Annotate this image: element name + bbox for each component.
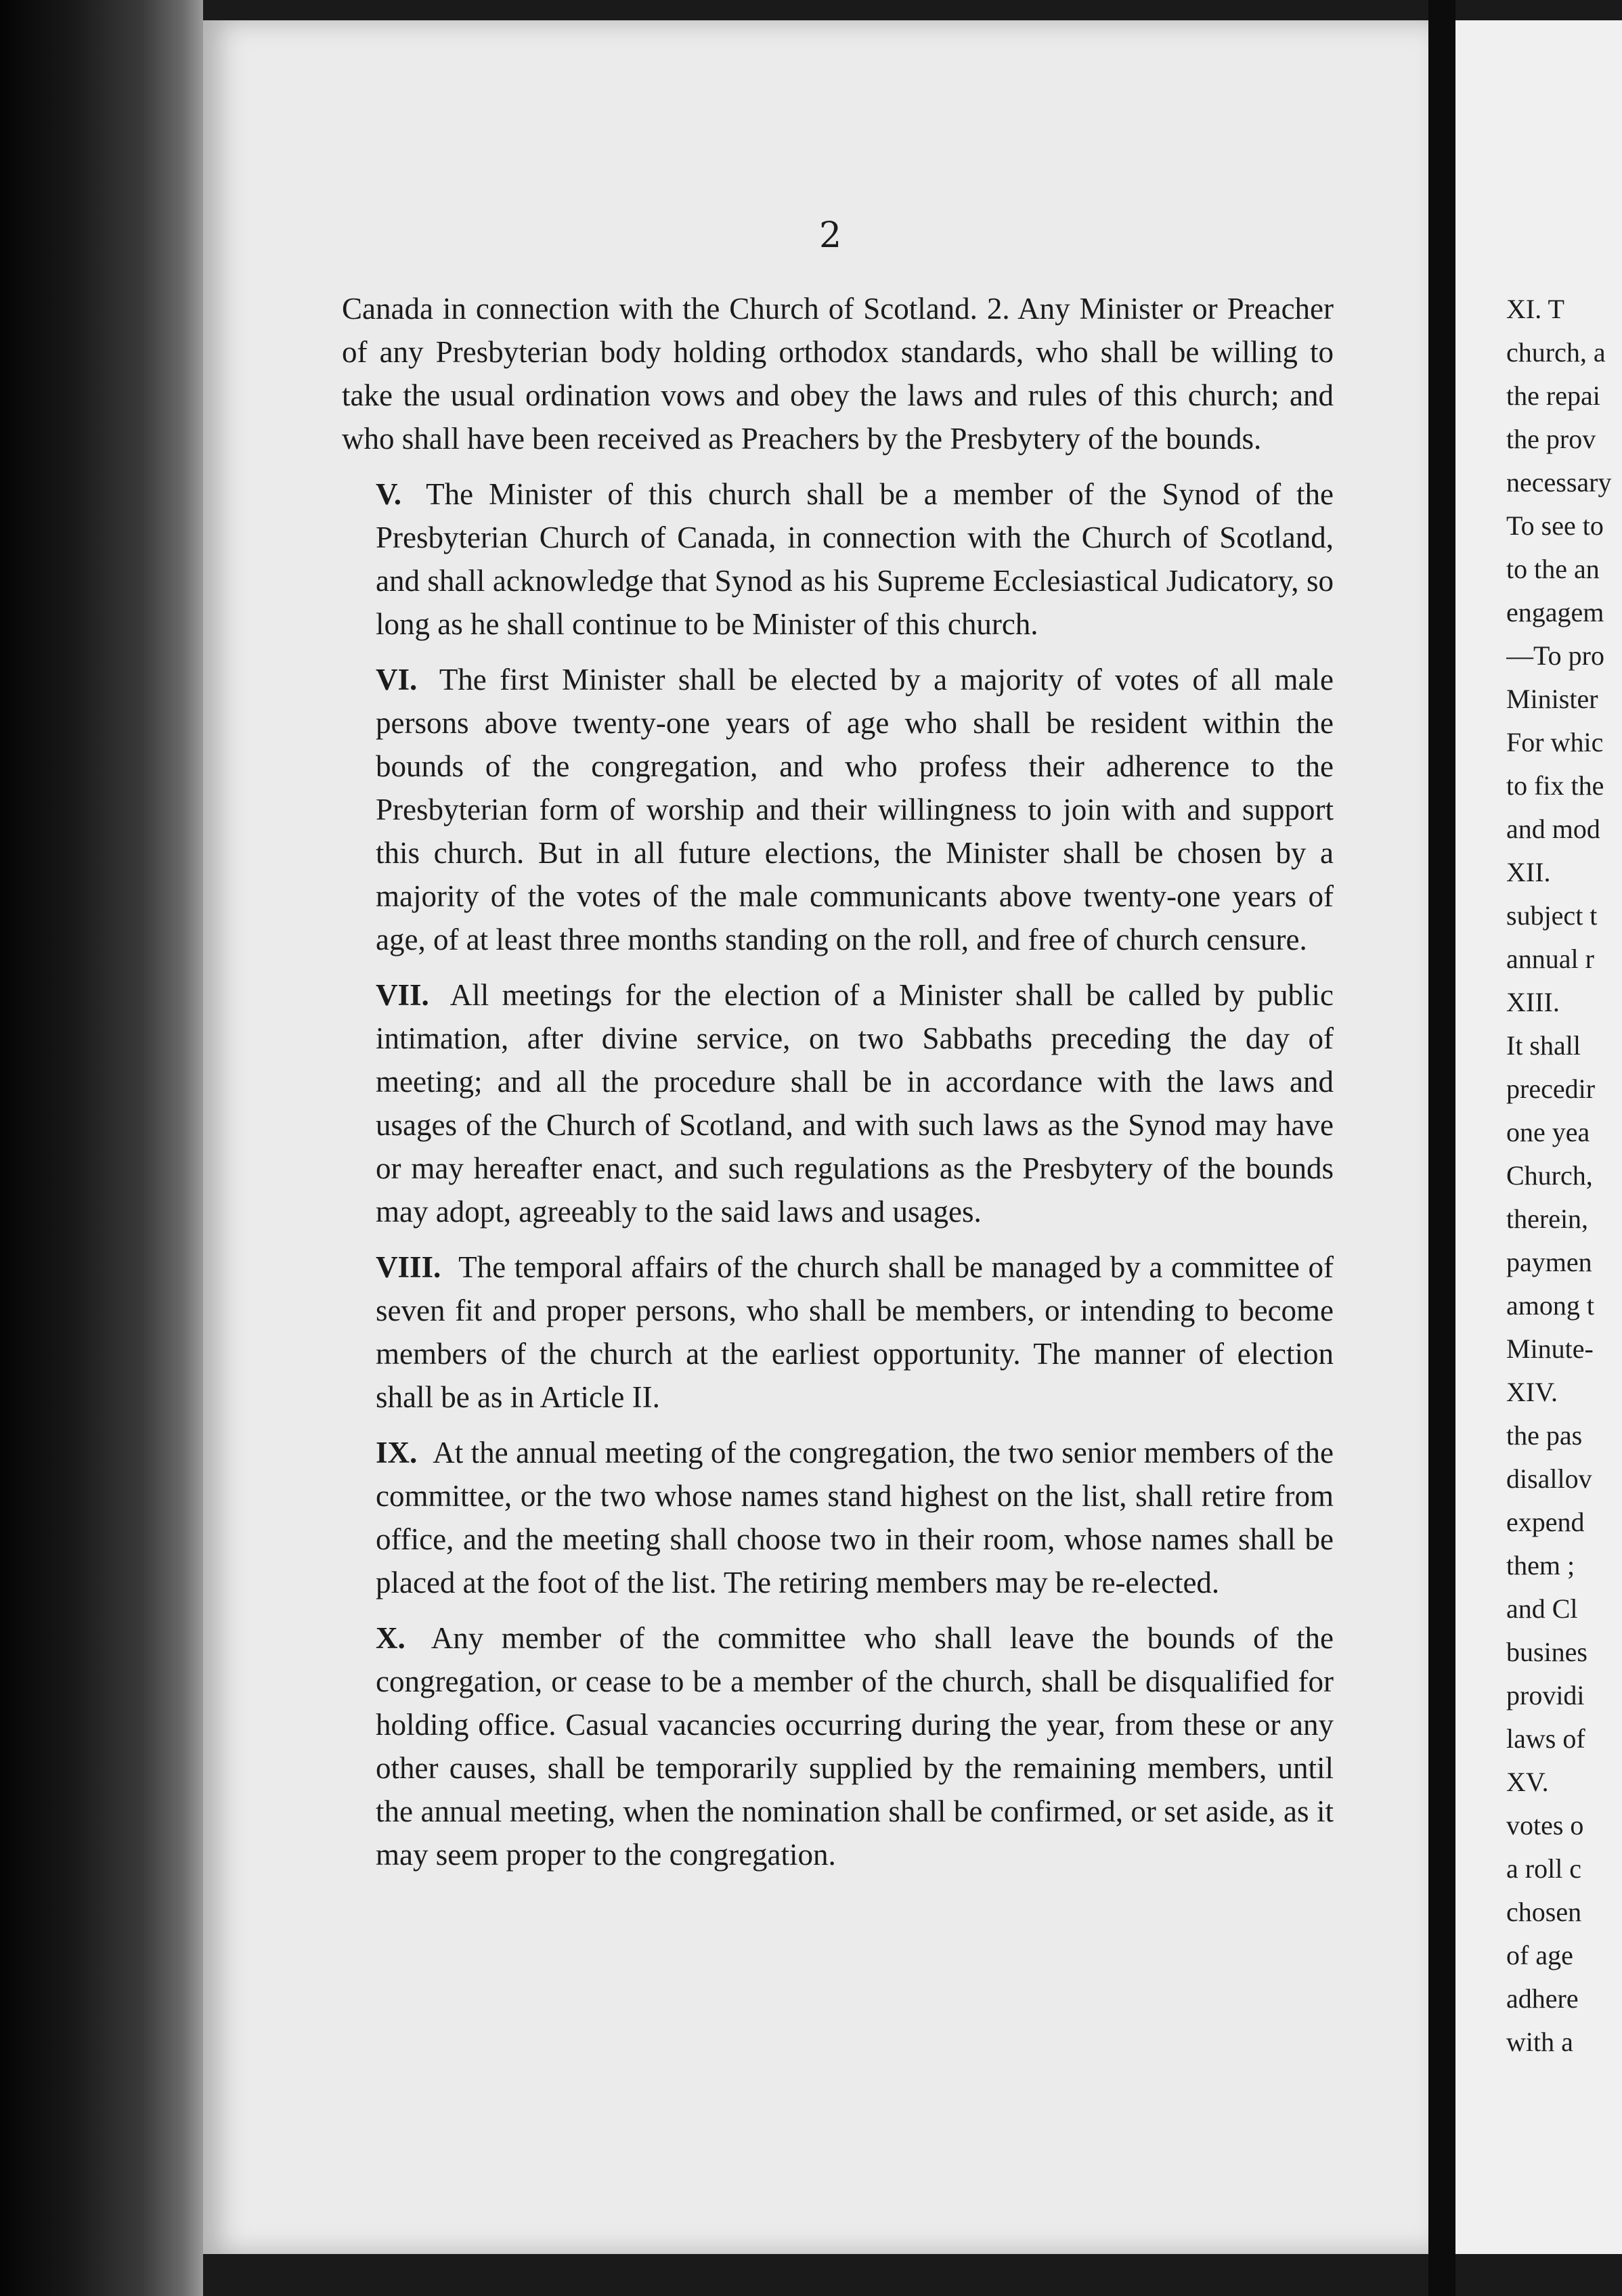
facing-page-line: adhere bbox=[1506, 1983, 1579, 2014]
facing-page-line: For whic bbox=[1506, 727, 1604, 757]
article-number: X. bbox=[376, 1621, 406, 1655]
article-number: VIII. bbox=[376, 1250, 441, 1284]
facing-page-line: them ; bbox=[1506, 1550, 1575, 1581]
facing-page-line: It shall bbox=[1506, 1030, 1581, 1061]
facing-page-line: engagem bbox=[1506, 597, 1604, 627]
facing-page-line: laws of bbox=[1506, 1723, 1585, 1754]
facing-page-line: busines bbox=[1506, 1637, 1587, 1667]
facing-page-line: Church, bbox=[1506, 1160, 1593, 1191]
facing-page-line: and Cl bbox=[1506, 1593, 1578, 1624]
facing-page-line: chosen bbox=[1506, 1897, 1582, 1927]
article-text: The Minister of this church shall be a member of the Synod of the Presbyterian Church of Canada, in connection with the Church of Scotland, and shall acknowledge that Synod as his Supreme Ecclesiastical Judicatory, so long as he shall continue to be Minister of this church. bbox=[376, 477, 1334, 641]
article-text: All meetings for the election of a Minister shall be called by public intimation, after divine service, on two Sabbaths preceding the day of meeting; and all the procedure shall be in accordance with the laws and usages of the Church of Scotland, and with such laws as the Synod may have or may hereafter enact, and such regulations as the Presbytery of the bounds may adopt, agreeably to the said laws and usages. bbox=[376, 978, 1334, 1229]
facing-page-line: XII. bbox=[1506, 857, 1551, 887]
facing-page-line: Minister bbox=[1506, 684, 1598, 714]
article-9 bbox=[342, 1431, 1334, 1604]
facing-page-line: Minute- bbox=[1506, 1333, 1594, 1364]
article-10 bbox=[342, 1616, 1334, 1876]
facing-page-line: to fix the bbox=[1506, 770, 1604, 801]
article-7 bbox=[342, 973, 1334, 1233]
article-text: Any member of the committee who shall leave the bounds of the congregation, or cease to be a member of the church, shall be disqualified for holding office. Casual vacancies occurring during the year, from these or any other causes, shall be temporarily supplied by the remaining members, until the annual meeting, when the nomination shall be confirmed, or set aside, as it may seem proper to the congregation. bbox=[376, 1621, 1334, 1872]
article-5 bbox=[342, 472, 1334, 646]
article-number: VII. bbox=[376, 978, 429, 1012]
facing-page-line: to the an bbox=[1506, 554, 1600, 584]
facing-page-line: XIV. bbox=[1506, 1377, 1558, 1407]
page-number: 2 bbox=[819, 215, 842, 256]
facing-page-line: therein, bbox=[1506, 1204, 1589, 1234]
facing-page-line: paymen bbox=[1506, 1247, 1592, 1277]
facing-page-line: one yea bbox=[1506, 1117, 1590, 1147]
facing-page-line: subject t bbox=[1506, 900, 1598, 931]
article-text: The first Minister shall be elected by a majority of votes of all male persons above twenty-one years of age who shall be resident within the bounds of the congregation, and who profess their adherence to the Presbyterian form of worship and their willingness to join with and support this church. But in all future elections, the Minister shall be chosen by a majority of the votes of the male communicants above twenty-one years of age, of at least three months standing on the roll, and free of church censure. bbox=[376, 663, 1334, 956]
article-text: At the annual meeting of the congregation, the two senior members of the committee, or the two whose names stand highest on the list, shall retire from office, and the meeting shall choose two in their room, whose names shall be placed at the foot of the list. The retiring members may be re-elected. bbox=[376, 1436, 1334, 1599]
article-number: IX. bbox=[376, 1436, 418, 1470]
facing-page-line: and mod bbox=[1506, 814, 1600, 844]
facing-page-text bbox=[1506, 288, 1622, 2064]
article-8 bbox=[342, 1245, 1334, 1419]
facing-page-line: —To pro bbox=[1506, 640, 1604, 671]
facing-page-line: precedir bbox=[1506, 1074, 1596, 1104]
facing-page-line: necessary bbox=[1506, 467, 1612, 498]
facing-page-line: with a bbox=[1506, 2027, 1573, 2057]
article-6 bbox=[342, 658, 1334, 961]
facing-page-line: the pas bbox=[1506, 1420, 1583, 1451]
facing-page-line: the repai bbox=[1506, 380, 1600, 411]
continuation-paragraph: Canada in connection with the Church of Scotland. 2. Any Minister or Preacher of any Presbyterian body holding orthodox standards, who shall be willing to take the usual ordination vows and obey the laws and rules of this church; and who shall have been received as Preachers by the Presbytery of the bounds. bbox=[342, 292, 1334, 456]
facing-page-line: XI. T bbox=[1506, 294, 1564, 324]
facing-page-line: providi bbox=[1506, 1680, 1585, 1710]
facing-page-line: of age bbox=[1506, 1940, 1573, 1970]
article-number: VI. bbox=[376, 663, 418, 697]
facing-page-line: church, a bbox=[1506, 337, 1606, 368]
facing-page-line: among t bbox=[1506, 1290, 1594, 1321]
article-number: V. bbox=[376, 477, 401, 511]
facing-page-line: XV. bbox=[1506, 1767, 1549, 1797]
facing-page-line: disallov bbox=[1506, 1463, 1592, 1494]
page-gutter bbox=[1428, 0, 1455, 2296]
facing-page-line: votes o bbox=[1506, 1810, 1584, 1840]
facing-page-line: XIII. bbox=[1506, 987, 1560, 1017]
article-text: The temporal affairs of the church shall be managed by a committee of seven fit and proper persons, who shall be members, or intending to become members of the church at the earliest opportunity. The manner of election shall be as in Article II. bbox=[376, 1250, 1334, 1414]
facing-page-line: the prov bbox=[1506, 424, 1596, 454]
facing-page-line: a roll c bbox=[1506, 1853, 1582, 1884]
page-body bbox=[342, 287, 1334, 1889]
facing-page-line: expend bbox=[1506, 1507, 1585, 1537]
scan-binding-edge bbox=[0, 0, 203, 2296]
facing-page-line: annual r bbox=[1506, 944, 1594, 974]
facing-page-line: To see to bbox=[1506, 510, 1604, 541]
